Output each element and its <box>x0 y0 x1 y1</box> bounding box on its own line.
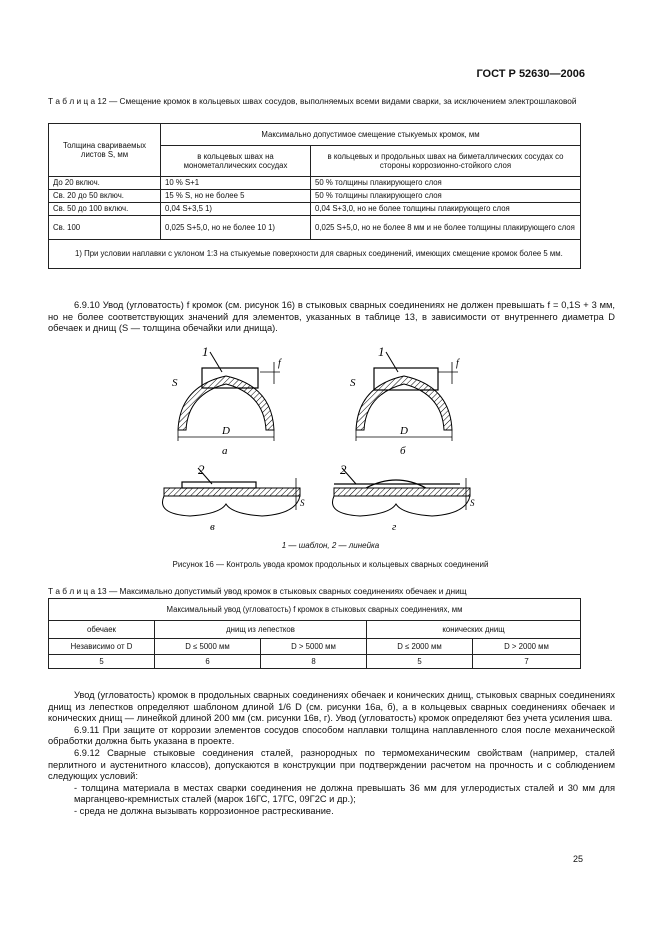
col-thickness: Толщина свариваемых листов S, мм <box>49 124 161 177</box>
paragraph: Увод (угловатость) кромок в продольных сварных соединениях обечаек и конических днищ, стыковых сварных соединениях днищ из лепестков определяют шаблоном длиной 1/6 D (см. рисунки 16а, б), а в кольцевых сварных соединениях обечаек и конических днищ — линейкой длиной 200 мм (см. рисунки 16в, г). Увод (угловатость) кромок определяют без учета усиления шва. <box>48 690 615 724</box>
figure-label-f: f <box>278 358 281 369</box>
table-cell: Св. 20 до 50 включ. <box>49 190 161 203</box>
figure-16-caption: Рисунок 16 — Контроль увода кромок продольных и кольцевых сварных соединений <box>172 560 489 569</box>
col-shells: обечаек <box>49 621 155 639</box>
table-cell: 0,025 S+5,0, но не более 10 1) <box>161 216 311 240</box>
figure-label-s: S <box>300 498 305 508</box>
table-cell: 0,04 S+3,5 1) <box>161 203 311 216</box>
table-13-header: Максимальный увод (угловатость) f кромок в стыковых сварных соединениях, мм <box>49 599 581 621</box>
table-12 <box>48 123 581 269</box>
table-13 <box>48 598 581 669</box>
table-cell: Св. 50 до 100 включ. <box>49 203 161 216</box>
table-cell: До 20 включ. <box>49 177 161 190</box>
list-item: - среда не должна вызывать коррозионное растрескивание. <box>74 805 334 816</box>
table-cell: D ≤ 5000 мм <box>155 639 261 655</box>
col-conical: конических днищ <box>367 621 581 639</box>
col-petal: днищ из лепестков <box>155 621 367 639</box>
body-paragraphs <box>48 690 615 818</box>
col-bimetal: в кольцевых и продольных швах на биметаллических сосудах со стороны коррозионно-стойкого слоя <box>311 146 581 177</box>
table-cell: 10 % S+1 <box>161 177 311 190</box>
table-cell: 0,025 S+5,0, но не более 8 мм и не более толщины плакирующего слоя <box>311 216 581 240</box>
paragraph: 6.9.10 Увод (угловатость) f кромок (см. рисунок 16) в стыковых сварных соединениях не должен превышать f = 0,1S + 3 мм, но не более соответствующих значений для элементов, указанных в таблице 13, в зависимости от внутреннего диаметра D обечаек и днищ (S — толщина обечайки или днища). <box>48 300 615 334</box>
paragraph: 6.9.12 Сварные стыковые соединения сталей, разнородных по термомеханическим свойствам (например, сталей перлитного и аустенитного классов), допускаются в конструкции при подтверждении расчетом на прочность и с соблюдением следующих условий: <box>48 747 615 782</box>
figure-label-2: 2 <box>198 462 205 477</box>
figure-label-d: D <box>222 425 230 437</box>
list-item: - толщина материала в местах сварки соединения не должна превышать 36 мм для углеродистых сталей и 30 мм для марганцево-кремнистых сталей (марок 16ГС, 17ГС, 09Г2С и др.); <box>74 782 615 805</box>
figure-label-d: D <box>400 425 408 437</box>
col-mono: в кольцевых швах на монометаллических сосудах <box>161 146 311 177</box>
table-12-caption: Т а б л и ц а 12 — Смещение кромок в кольцевых швах сосудов, выполняемых всеми видами сварки, за исключением электрошлаковой <box>48 96 577 106</box>
table-cell: 5 <box>367 655 473 669</box>
page-number: 25 <box>572 854 583 864</box>
figure-16 <box>150 338 490 543</box>
figure-label-s: S <box>172 377 178 389</box>
figure-sub-a: а <box>222 445 228 457</box>
figure-label-f: f <box>456 358 459 369</box>
table-cell: 8 <box>261 655 367 669</box>
figure-label-1: 1 <box>378 344 385 359</box>
paragraph-6-9-10 <box>48 300 615 335</box>
figure-sub-g: г <box>392 521 397 533</box>
table-cell: 50 % толщины плакирующего слоя <box>311 177 581 190</box>
col-max-offset: Максимально допустимое смещение стыкуемых кромок, мм <box>161 124 581 146</box>
document-id: ГОСТ Р 52630—2006 <box>476 68 585 80</box>
table-cell: 50 % толщины плакирующего слоя <box>311 190 581 203</box>
table-cell: Независимо от D <box>49 639 155 655</box>
table-cell: 7 <box>473 655 581 669</box>
table-cell: 6 <box>155 655 261 669</box>
table-13-caption: Т а б л и ц а 13 — Максимально допустимый увод кромок в стыковых сварных соединениях обечаек и днищ <box>48 586 467 596</box>
table-cell: 5 <box>49 655 155 669</box>
figure-label-2: 2 <box>340 462 347 477</box>
figure-16a <box>172 344 282 457</box>
paragraph: 6.9.11 При защите от коррозии элементов сосудов способом наплавки толщина наплавленного слоя после механической обработки должна быть указана в проекте. <box>48 724 615 747</box>
figure-sub-b: б <box>400 445 406 457</box>
figure-label-s: S <box>470 498 475 508</box>
figure-16-legend: 1 — шаблон, 2 — линейка <box>281 541 380 550</box>
table-cell: D ≤ 2000 мм <box>367 639 473 655</box>
figure-label-1: 1 <box>202 344 209 359</box>
figure-sub-v: в <box>210 521 215 533</box>
table-cell: 15 % S, но не более 5 <box>161 190 311 203</box>
figure-16v <box>162 462 305 533</box>
table-cell: Св. 100 <box>49 216 161 240</box>
figure-label-s: S <box>350 377 356 389</box>
table-cell: 0,04 S+3,0, но не более толщины плакирующего слоя <box>311 203 581 216</box>
table-12-footnote: 1) При условии наплавки с уклоном 1:3 на стыкуемые поверхности для сварных соединений, имеющих смещение кромок более 5 мм. <box>49 240 581 269</box>
figure-16g <box>332 462 475 533</box>
figure-16b <box>350 344 460 457</box>
table-cell: D > 5000 мм <box>261 639 367 655</box>
table-cell: D > 2000 мм <box>473 639 581 655</box>
